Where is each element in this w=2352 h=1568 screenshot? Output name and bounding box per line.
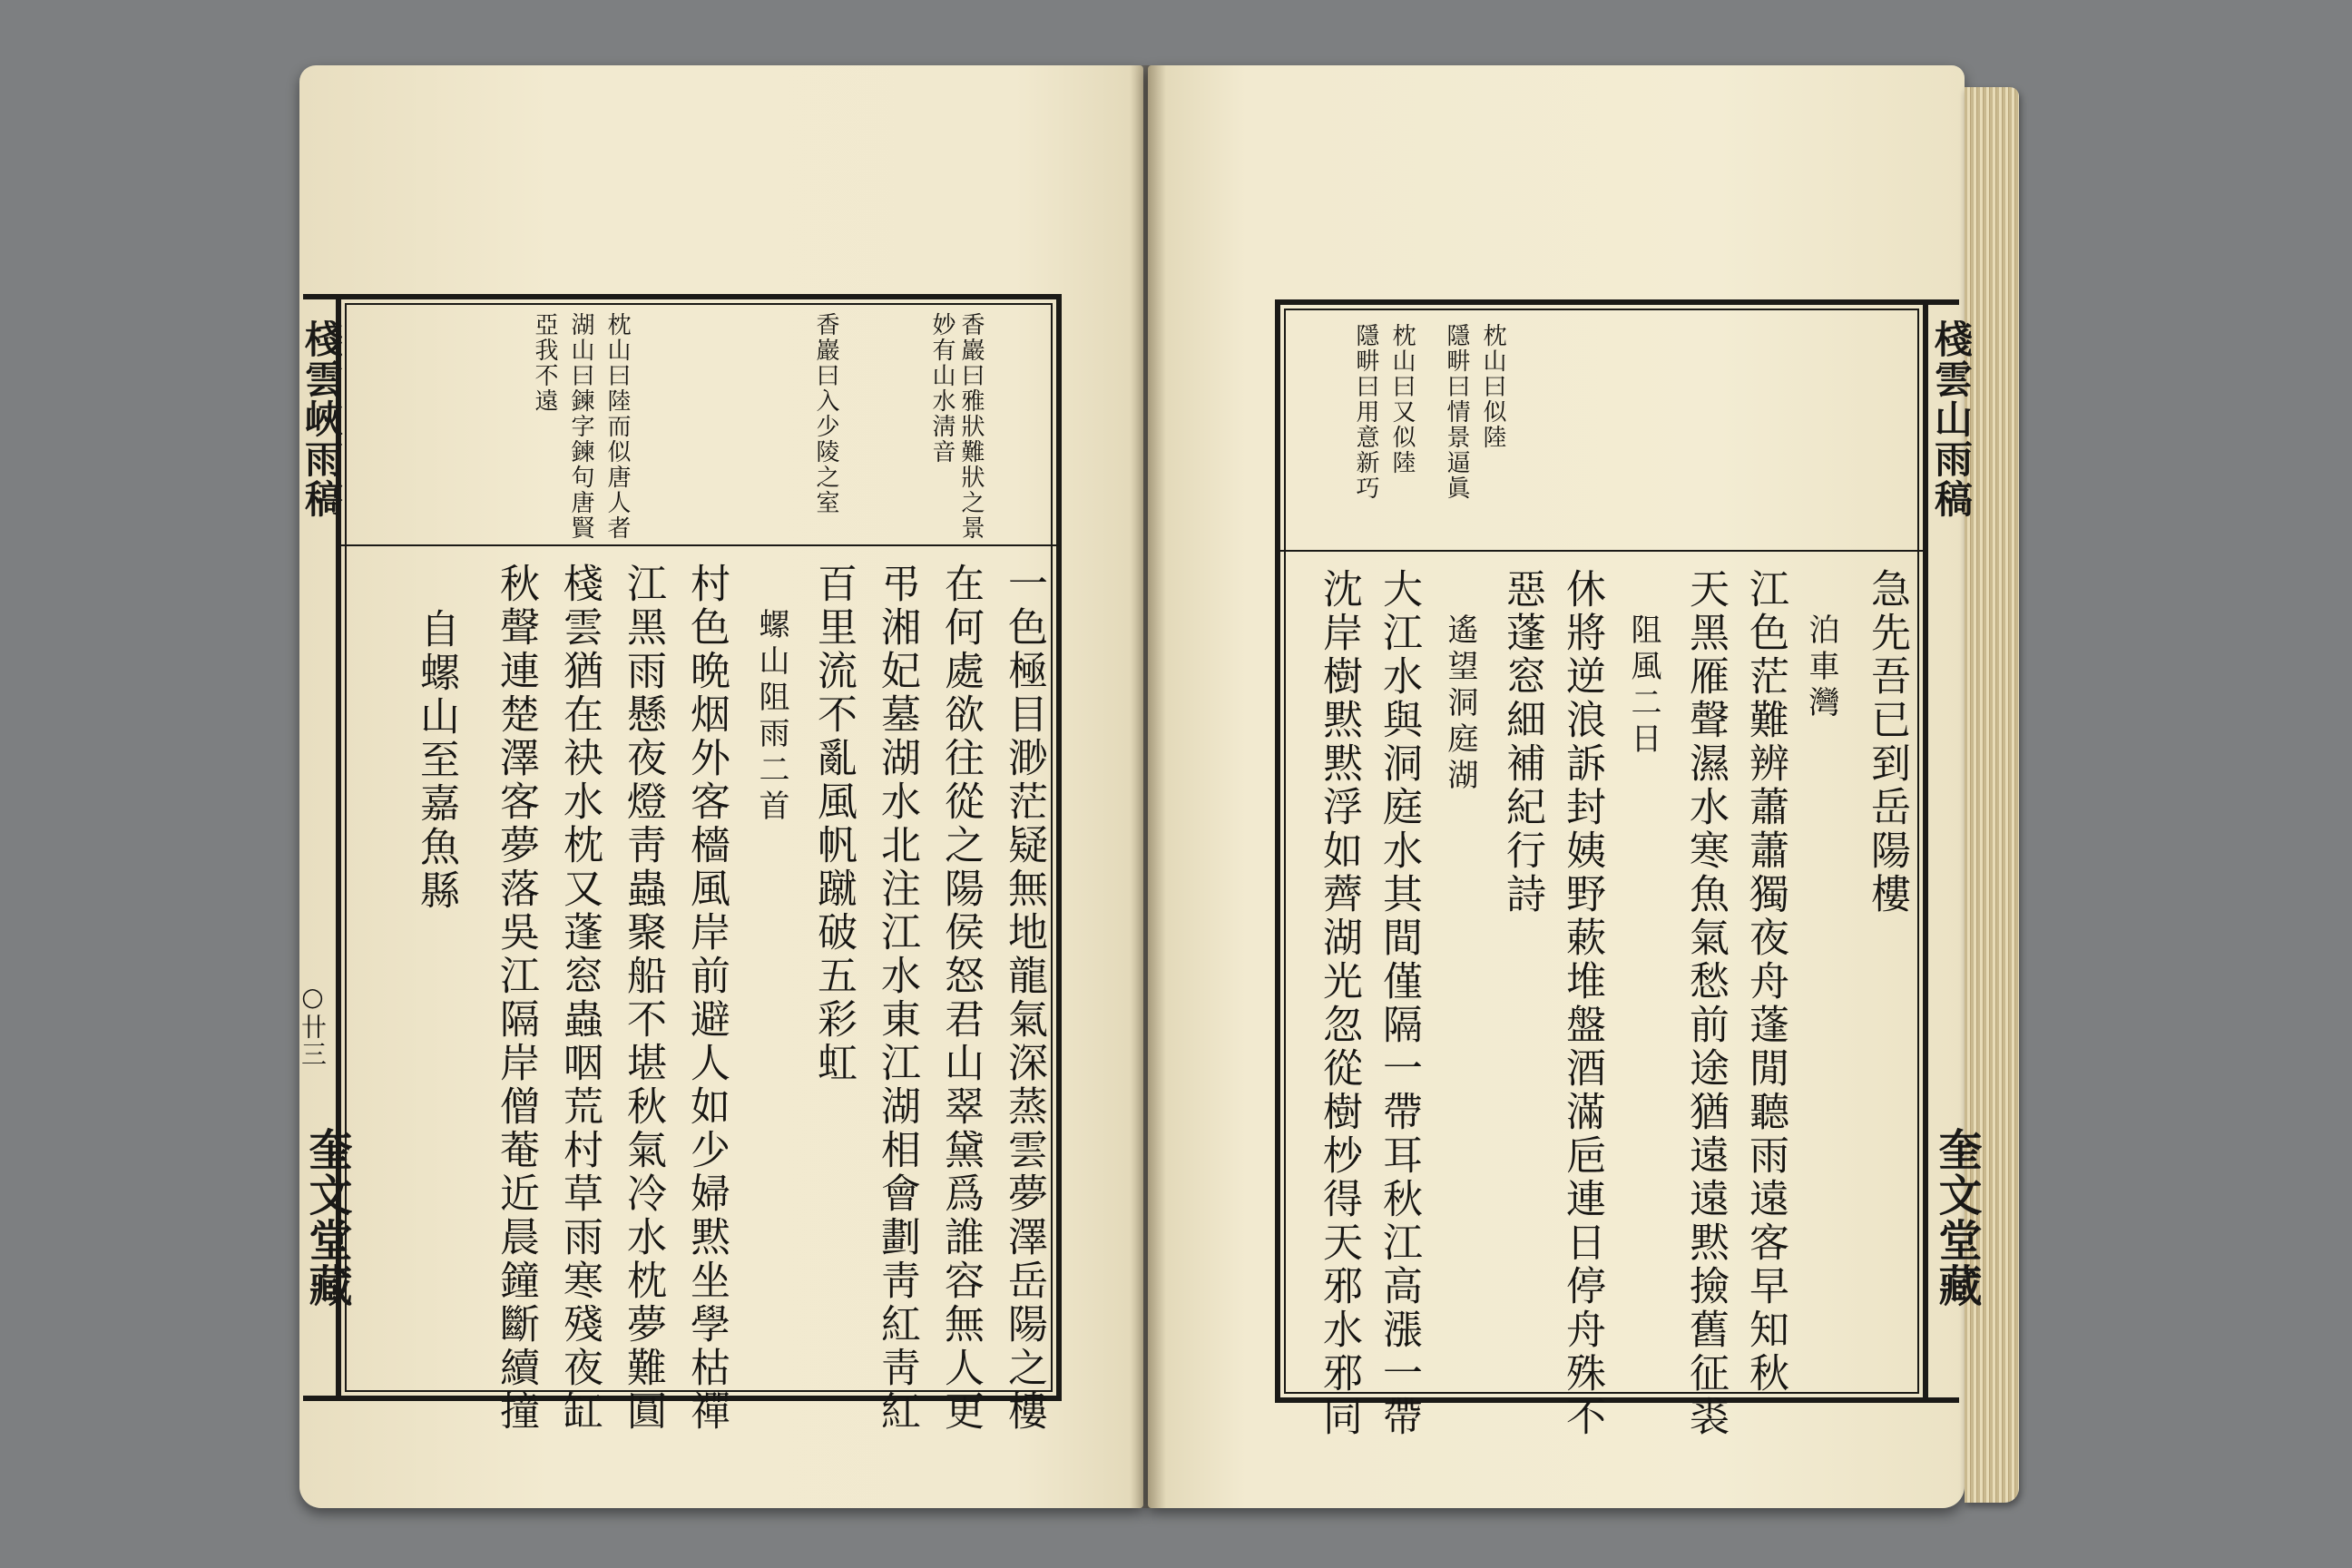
poem-title: 遙望洞庭湖 [1442,613,1478,795]
body-column: 在何處欲往從之陽侯怒君山翠黛爲誰容無人更 [937,563,984,1434]
head-note: 亞我不遠 [531,312,558,414]
left-print-frame [336,294,1062,1434]
body-column: 沈岸樹黙黙浮如薺湖光忽從樹杪得天邪水邪同 [1316,568,1362,1439]
body-column: 休將逆浪訴封姨野蔌堆盤酒滿巵連日停舟殊不 [1559,568,1605,1439]
poem-title: 泊車灣 [1803,613,1839,722]
head-note: 香巖曰入少陵之室 [812,312,839,515]
head-note: 湖山曰鍊字鍊句唐賢 [567,312,594,541]
head-note: 枕山曰似陸 [1479,323,1506,450]
body-column: 惡蓬窓細補紀行詩 [1499,568,1545,916]
open-book [299,56,2024,1526]
body-column: 村色晩烟外客檣風岸前避人如少婦黙坐學枯禪 [683,563,730,1434]
body-column: 江黑雨懸夜燈靑蟲聚船不堪秋氣冷水枕夢難圓 [620,563,666,1434]
book-gutter [1130,65,1166,1508]
left-fold-rule [303,294,336,299]
right-head-notes [1280,305,1923,552]
head-note: 妙有山水淸音 [928,312,956,465]
left-fold-rule [303,1396,336,1401]
right-print-frame [1275,299,1928,1439]
right-publisher-mark: 奎文堂藏 [1931,1127,1982,1308]
body-column: 一色極目渺茫疑無地龍氣深蒸雲夢澤岳陽之樓 [1001,563,1047,1434]
folio-number: ○卄三 [298,982,328,1068]
left-head-notes [341,299,1056,546]
body-column: 百里流不亂風帆蹴破五彩虹 [810,563,857,1085]
left-margin-title: 棧雲峽雨稿 [299,319,344,519]
right-fold-rule [1928,299,1959,305]
body-column: 急先吾已到岳陽樓 [1864,568,1910,916]
head-note: 隱畊曰用意新巧 [1352,323,1379,501]
poem-title: 螺山阻雨二首 [753,608,789,826]
head-note: 枕山曰陸而似唐人者 [603,312,631,541]
head-note: 香巖曰雅狀難狀之景 [957,312,985,541]
body-column: 棧雲猶在袂水枕又蓬窓蟲咽荒村草雨寒殘夜缸 [556,563,603,1434]
head-note: 枕山曰又似陸 [1388,323,1416,475]
body-column: 秋聲連楚澤客夢落吳江隔岸僧菴近晨鐘斷續撞 [493,563,539,1434]
poem-title: 阻風二日 [1625,613,1661,759]
body-column: 江色茫難辨蕭蕭獨夜舟蓬閒聽雨遠客早知秋 [1742,568,1788,1396]
right-fold-rule [1928,1397,1959,1403]
right-margin-title: 棧雲山雨稿 [1929,319,1974,519]
left-publisher-mark: 奎文堂藏 [301,1127,352,1308]
poem-title: 自螺山至嘉魚縣 [413,608,459,913]
body-column: 大江水與洞庭水其間僅隔一帶耳秋江高漲一帶 [1376,568,1422,1439]
head-note: 隱畊曰情景逼眞 [1443,323,1470,501]
body-column: 天黑雁聲濕水寒魚氣愁前途猶遠遠黙撿舊征裘 [1682,568,1729,1439]
body-column: 弔湘妃墓湖水北注江水東江湖相會劃靑紅靑紅 [874,563,920,1434]
